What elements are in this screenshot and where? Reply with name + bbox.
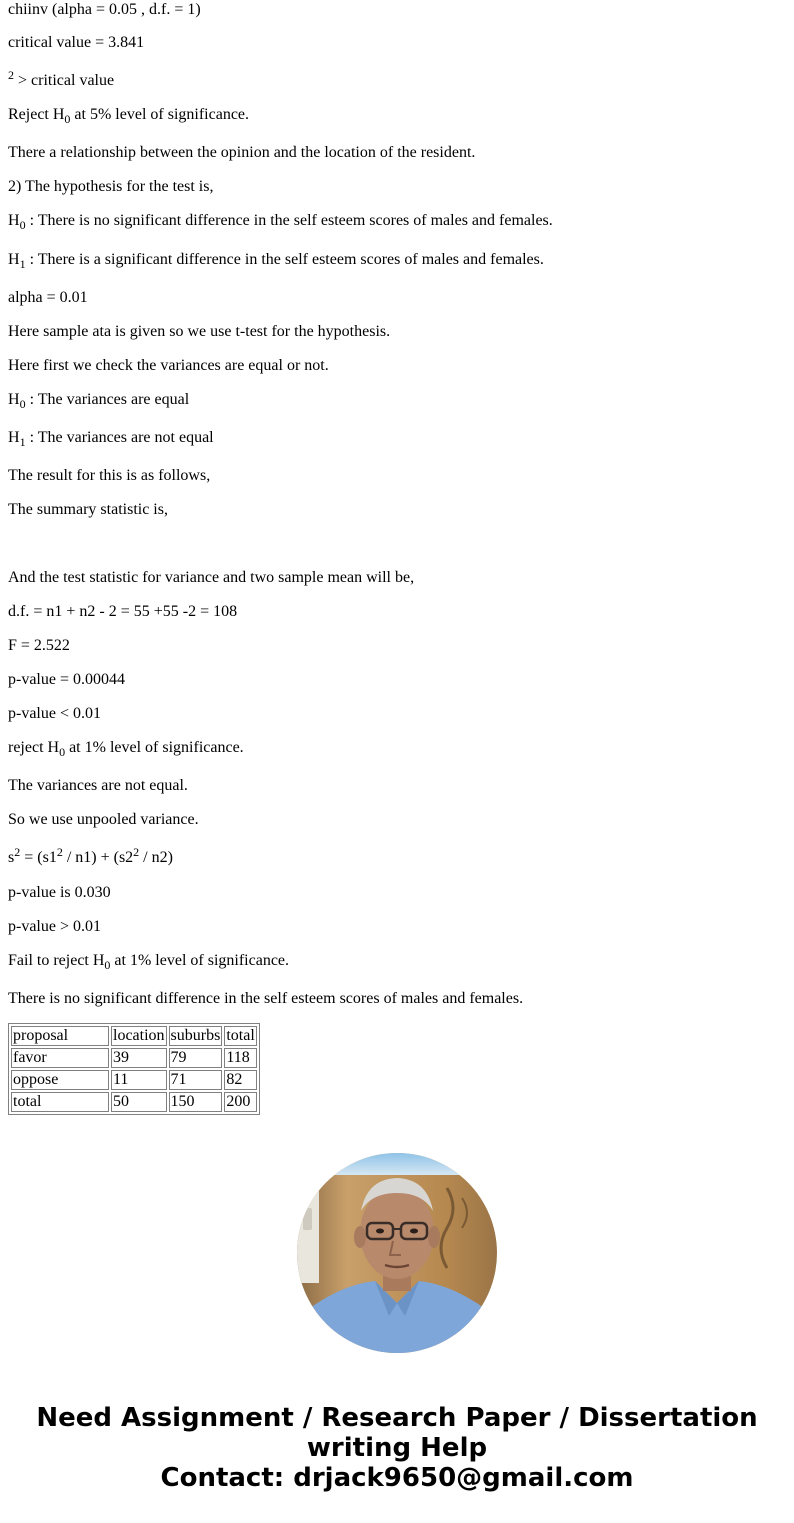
mean-p-value-comparison-line: p-value > 0.01 bbox=[8, 918, 101, 935]
tutor-portrait-image bbox=[297, 1153, 497, 1353]
variances-not-equal-line: The variances are not equal. bbox=[8, 777, 188, 794]
mean-p-value-line: p-value is 0.030 bbox=[8, 884, 111, 901]
chi-square-comparison-line: $^2$ > critical value bbox=[8, 68, 115, 89]
unpooled-variance-line: So we use unpooled variance. bbox=[8, 811, 199, 828]
table-cell: 118 bbox=[224, 1048, 256, 1068]
fail-to-reject-line: Fail to reject $H_0$ at 1% level of significance. bbox=[8, 952, 290, 972]
variance-formula-line: $s^2 = (s1^2 / n1) + (s2^2 / n2)$ bbox=[8, 845, 173, 866]
banner-line-2: writing Help bbox=[306, 1433, 488, 1463]
chiinv-line: chiinv (alpha = 0.05 , d.f. = 1) bbox=[8, 1, 201, 18]
banner-contact-line: Contact: drjack9650@gmail.com bbox=[160, 1463, 634, 1493]
assignment-help-banner bbox=[0, 1403, 794, 1493]
degrees-of-freedom-line: d.f. = n1 + n2 - 2 = 55 +55 -2 = 108 bbox=[8, 603, 238, 620]
hypothesis-intro-line: 2) The hypothesis for the test is, bbox=[8, 178, 214, 195]
table-row bbox=[11, 1092, 257, 1112]
banner-line-1: Need Assignment / Research Paper / Dissertation bbox=[36, 1403, 758, 1433]
table-cell: 150 bbox=[169, 1092, 223, 1112]
contingency-table bbox=[8, 1023, 260, 1115]
table-row bbox=[11, 1048, 257, 1068]
variance-alt-line: $H_1$ : The variances are not equal bbox=[8, 429, 214, 449]
table-cell: 39 bbox=[111, 1048, 167, 1068]
table-cell: suburbs bbox=[170, 1027, 221, 1044]
variance-null-line: $H_0$ : The variances are equal bbox=[8, 391, 190, 411]
table-cell: 200 bbox=[224, 1092, 256, 1112]
reject-h0-line: Reject $H_0$ at 5% level of significance. bbox=[8, 106, 250, 126]
table-cell: total bbox=[11, 1092, 109, 1112]
test-statistic-intro-line: And the test statistic for variance and two sample mean will be, bbox=[8, 569, 415, 586]
table-cell: 11 bbox=[111, 1070, 167, 1090]
final-conclusion-line: There is no significant difference in the self esteem scores of males and females. bbox=[8, 990, 524, 1007]
table-cell: proposal bbox=[11, 1026, 109, 1046]
critical-value-line: critical value = 3.841 bbox=[8, 34, 145, 51]
p-value-line: p-value = 0.00044 bbox=[8, 671, 125, 688]
table-cell: 50 bbox=[111, 1092, 167, 1112]
table-row bbox=[11, 1070, 257, 1090]
table-cell: total bbox=[226, 1027, 255, 1044]
p-value-comparison-line: p-value < 0.01 bbox=[8, 705, 101, 722]
variance-check-line: Here first we check the variances are equal or not. bbox=[8, 357, 329, 374]
f-statistic-line: F = 2.522 bbox=[8, 637, 70, 654]
table-cell: oppose bbox=[11, 1070, 109, 1090]
alpha-line: alpha = 0.01 bbox=[8, 289, 88, 306]
table-cell: 71 bbox=[169, 1070, 223, 1090]
relationship-conclusion-line: There a relationship between the opinion and the location of the resident. bbox=[8, 144, 476, 161]
reject-variance-h0-line: reject $H_0$ at 1% level of significance. bbox=[8, 739, 244, 759]
table-cell: favor bbox=[11, 1048, 109, 1068]
tutor-avatar bbox=[297, 1153, 497, 1353]
result-intro-line: The result for this is as follows, bbox=[8, 467, 211, 484]
null-hypothesis-line: $H_0$ : There is no significant difference in the self esteem scores of males and females. bbox=[8, 212, 553, 232]
table-row bbox=[11, 1026, 257, 1046]
summary-statistic-line: The summary statistic is, bbox=[8, 501, 168, 518]
t-test-line: Here sample ata is given so we use t-test for the hypothesis. bbox=[8, 323, 391, 340]
table-cell: location bbox=[113, 1027, 165, 1044]
table-cell: 79 bbox=[169, 1048, 223, 1068]
table-cell: 82 bbox=[224, 1070, 256, 1090]
alternative-hypothesis-line: $H_1$ : There is a significant difference in the self esteem scores of males and females. bbox=[8, 251, 544, 271]
